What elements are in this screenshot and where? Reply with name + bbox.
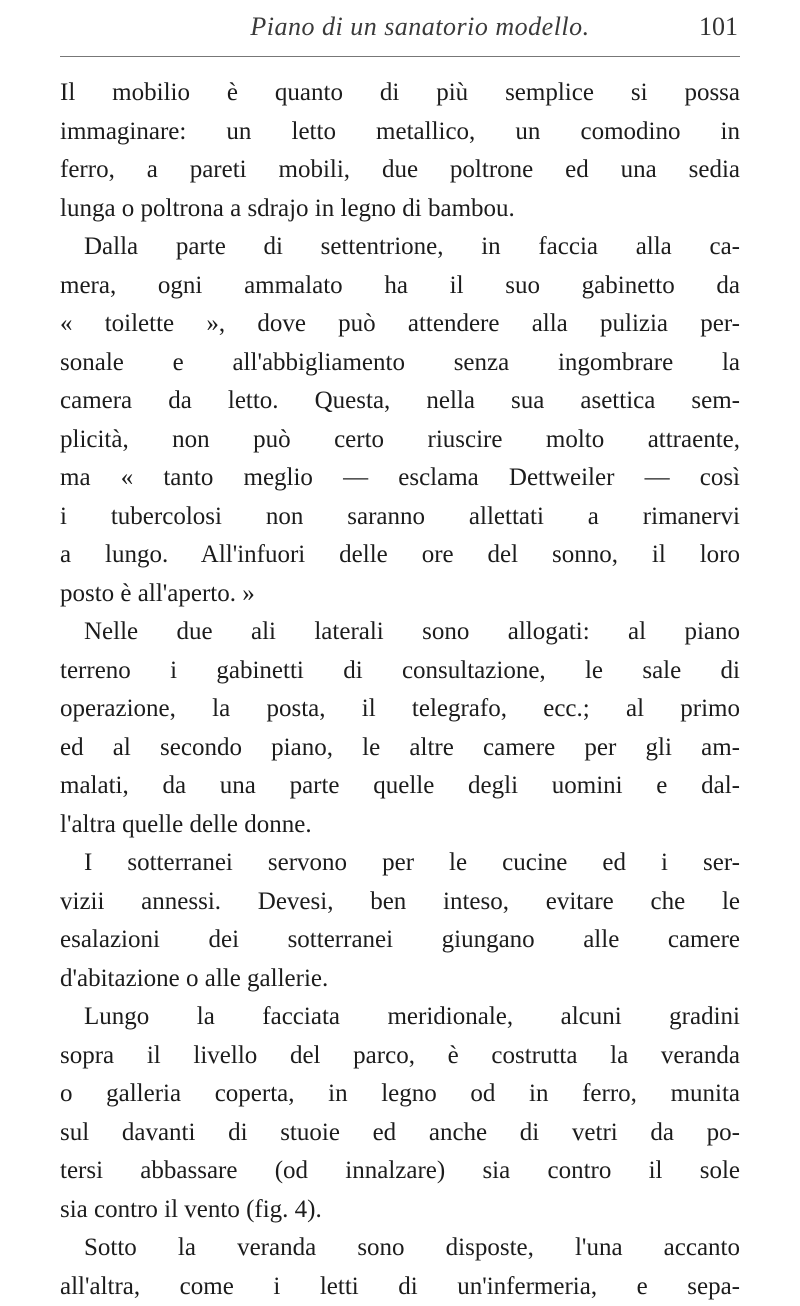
body-text bbox=[60, 74, 740, 1306]
text-line: lunga o poltrona a sdrajo in legno di bambou. bbox=[60, 190, 740, 229]
text-line: Lungo la facciata meridionale, alcuni gradini bbox=[60, 998, 740, 1037]
page-number: 101 bbox=[699, 12, 738, 42]
header-rule bbox=[60, 56, 740, 57]
text-line: sopra il livello del parco, è costrutta la veranda bbox=[60, 1037, 740, 1076]
text-line: ed al secondo piano, le altre camere per gli am- bbox=[60, 729, 740, 768]
text-line: plicità, non può certo riuscire molto attraente, bbox=[60, 421, 740, 460]
text-line: mera, ogni ammalato ha il suo gabinetto da bbox=[60, 267, 740, 306]
text-line: sul davanti di stuoie ed anche di vetri da po- bbox=[60, 1114, 740, 1153]
text-line: sia contro il vento (fig. 4). bbox=[60, 1191, 740, 1230]
text-line: ferro, a pareti mobili, due poltrone ed una sedia bbox=[60, 151, 740, 190]
text-line: immaginare: un letto metallico, un comodino in bbox=[60, 113, 740, 152]
text-line: operazione, la posta, il telegrafo, ecc.; al primo bbox=[60, 690, 740, 729]
text-line: posto è all'aperto. » bbox=[60, 575, 740, 614]
text-line: Dalla parte di settentrione, in faccia alla ca- bbox=[60, 228, 740, 267]
running-title: Piano di un sanatorio modello. bbox=[170, 12, 670, 42]
text-line: all'altra, come i letti di un'infermeria, e sepa- bbox=[60, 1268, 740, 1306]
text-line: Nelle due ali laterali sono allogati: al piano bbox=[60, 613, 740, 652]
text-line: d'abitazione o alle gallerie. bbox=[60, 960, 740, 999]
text-line: ma « tanto meglio — esclama Dettweiler — così bbox=[60, 459, 740, 498]
text-line: l'altra quelle delle donne. bbox=[60, 806, 740, 845]
text-line: esalazioni dei sotterranei giungano alle camere bbox=[60, 921, 740, 960]
running-head bbox=[60, 10, 740, 58]
text-line: o galleria coperta, in legno od in ferro, munita bbox=[60, 1075, 740, 1114]
text-line: a lungo. All'infuori delle ore del sonno, il loro bbox=[60, 536, 740, 575]
text-line: camera da letto. Questa, nella sua asettica sem- bbox=[60, 382, 740, 421]
text-line: I sotterranei servono per le cucine ed i ser- bbox=[60, 844, 740, 883]
text-line: Il mobilio è quanto di più semplice si possa bbox=[60, 74, 740, 113]
text-line: Sotto la veranda sono disposte, l'una accanto bbox=[60, 1229, 740, 1268]
text-line: vizii annessi. Devesi, ben inteso, evitare che le bbox=[60, 883, 740, 922]
text-line: « toilette », dove può attendere alla pulizia per- bbox=[60, 305, 740, 344]
text-line: malati, da una parte quelle degli uomini e dal- bbox=[60, 767, 740, 806]
text-line: terreno i gabinetti di consultazione, le sale di bbox=[60, 652, 740, 691]
text-line: i tubercolosi non saranno allettati a rimanervi bbox=[60, 498, 740, 537]
text-line: tersi abbassare (od innalzare) sia contro il sole bbox=[60, 1152, 740, 1191]
text-line: sonale e all'abbigliamento senza ingombrare la bbox=[60, 344, 740, 383]
